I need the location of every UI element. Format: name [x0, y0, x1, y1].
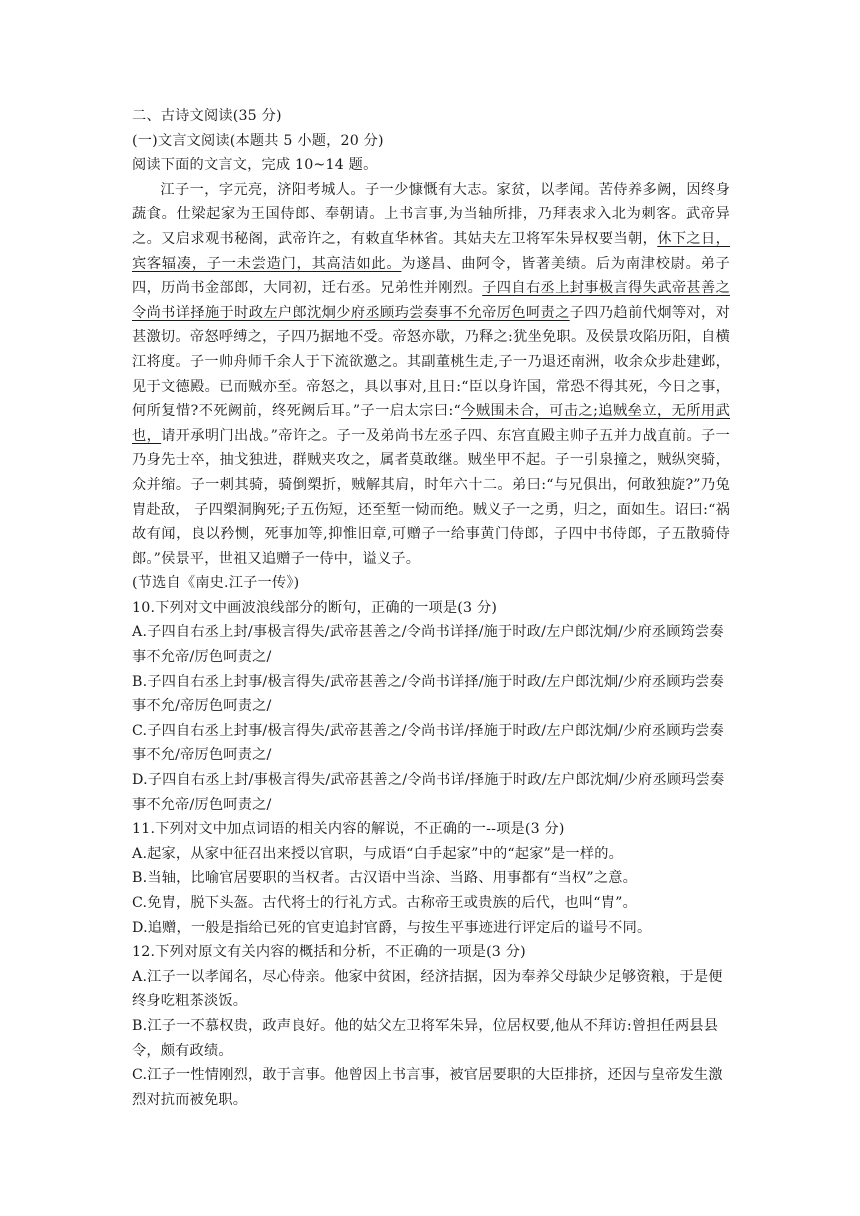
question-12-option-c: C.江子一性情刚烈，敢于言事。他曾因上书言事，被官居要职的大臣排挤，还因与皇帝发生激烈对抗而被免职。: [132, 1067, 723, 1108]
reading-instruction: 阅读下面的文言文，完成 10~14 题。: [132, 157, 378, 174]
question-11-stem: 11.下列对文中加点词语的相关内容的解说，不正确的一--项是(3 分): [132, 821, 565, 838]
passage-segment-4: 请开承明门出战。”帝许之。子一及弟尚书左丞子四、东宫直殿主帅子五并力战直前。子一乃身先士卒，抽戈独进，群贼夹攻之，属者莫敢继。贼坐甲不起。子一引泉撞之，贼纵突骑，众并缩。子一刺其骑，骑倒槊折，贼解其肩，时年六十二。弟曰:“与兄俱出，何敢独旋?”乃兔胄赴敌， 子四槊洞胸死;子五伤短，还至堑一恸而绝。贼义子一之勇，归之，面如生。诏曰:“祸故有闻，良以矜恻，死事加等,抑惟旧章,可赠子一给事黄门侍郎，子四中书侍郎，子五散骑侍郎。”侯景平，世祖又追赠子一侍中，谥义子。: [132, 427, 730, 567]
question-10-option-c: C.子四自右丞上封事/极言得失/武帝甚善之/令尚书详/择施于时政/左户郎沈炯/少府丞顾玙尝奏事不允/帝厉色呵责之/: [132, 722, 724, 764]
question-10-stem: 10.下列对文中画波浪线部分的断句，正确的一项是(3 分): [132, 599, 498, 616]
question-12-option-b: B.江子一不慕权贵，政声良好。他的姑父左卫将军朱异，位居权要,他从不拜访:曾担任两县县令，颇有政绩。: [132, 1017, 719, 1059]
passage-source: (节选自《南史.江子一传》): [132, 575, 300, 592]
question-11-option-c: C.免胄，脱下头盔。古代将士的行礼方式。古称帝王或贵族的后代，也叫“胄”。: [132, 895, 637, 911]
question-12-stem: 12.下列对原文有关内容的概括和分析，不正确的一项是(3 分): [132, 944, 526, 961]
section-title: 二、古诗文阅读(35 分): [132, 108, 282, 124]
question-10-option-a: A.子四自右丞上封/事极言得失/武帝甚善之/令尚书详择/施于时政/左户郎沈炯/少府丞顾筠尝奏事不允帝/厉色呵责之/: [132, 624, 724, 666]
question-12-option-a: A.江子一以孝闻名，尽心侍亲。他家中贫困，经济拮据，因为奉养父母缺少足够资粮，于是便终身吃粗茶淡饭。: [132, 968, 723, 1010]
passage-segment-1: 江子一，字元亮，济阳考城人。子一少慷慨有大志。家贫，以孝闻。苦侍养多阙，因终身蔬食。仕梁起家为王国侍郎、奉朝请。上书言事,为当轴所排，乃拜表求入北为刺客。武帝异之。又启求观书秘阁，武帝许之，有敕直华林省。其姑夫左卫将军朱异权要当朝，: [132, 181, 730, 247]
document-page: [132, 104, 730, 1112]
wavy-line-sentence: 子四自右丞上封事极言得失武帝甚善之令尚书详择施于时政左户郎沈炯少府丞顾玙尝奏事不允帝厉色呵责之: [132, 280, 730, 321]
passage-segment-2: 为遂昌、曲阿令，皆著美绩。后为南津校尉。弟子四，历尚书金部郎，大同初，迁右丞。兄弟性并刚烈。: [132, 255, 730, 297]
question-10-option-b: B.子四自右丞上封事/极言得失/武帝甚善之/令尚书详择/施于时政/左户郎沈炯/少府丞顾玙尝奏事不允/帝厉色呵责之/: [132, 673, 724, 715]
underlined-phrase-1: 休下之日，宾客辐凑，子一未尝造门，其高洁如此。: [132, 230, 730, 272]
passage-text: [132, 178, 730, 572]
question-11-option-a: A.起家，从家中征召出来授以官职，与成语“白手起家”中的“起家”是一样的。: [132, 845, 623, 862]
question-11-option-b: B.当轴，比喻官居要职的当权者。古汉语中当涂、当路、用事都有“当权”之意。: [132, 870, 638, 887]
subsection-title: (一)文言文阅读(本题共 5 小题，20 分): [132, 132, 384, 149]
underlined-phrase-2: 今贼围未合，可击之;追贼垒立，无所用武也，: [132, 403, 730, 444]
passage-segment-3: 子四乃趋前代炯等对，对甚激切。帝怒呼缚之，子四乃据地不受。帝怒亦歇，乃释之:犹坐免职。及侯景攻陷历阳，自横江将度。子一帅舟师千余人于下流欲邀之。其副董桃生走,子一乃退还南洲，收余众步赴建邺，见于文德殿。已而贼亦至。帝怒之，具以事对,且日:“臣以身许国，常恐不得其死，今日之事，何所复惜?不死阙前，终死阙后耳。”子一启太宗曰:“: [132, 304, 730, 420]
question-10-option-d: D.子四自右丞上封/事极言得失/武帝甚善之/令尚书详/择施于时政/左户郎沈炯/少府丞顾玛尝奏事不允帝/厉色呵责之/: [132, 772, 725, 813]
question-11-option-d: D.追赠，一般是指给已死的官吏追封官爵，与按生平事迹进行评定后的谥号不同。: [132, 919, 652, 936]
